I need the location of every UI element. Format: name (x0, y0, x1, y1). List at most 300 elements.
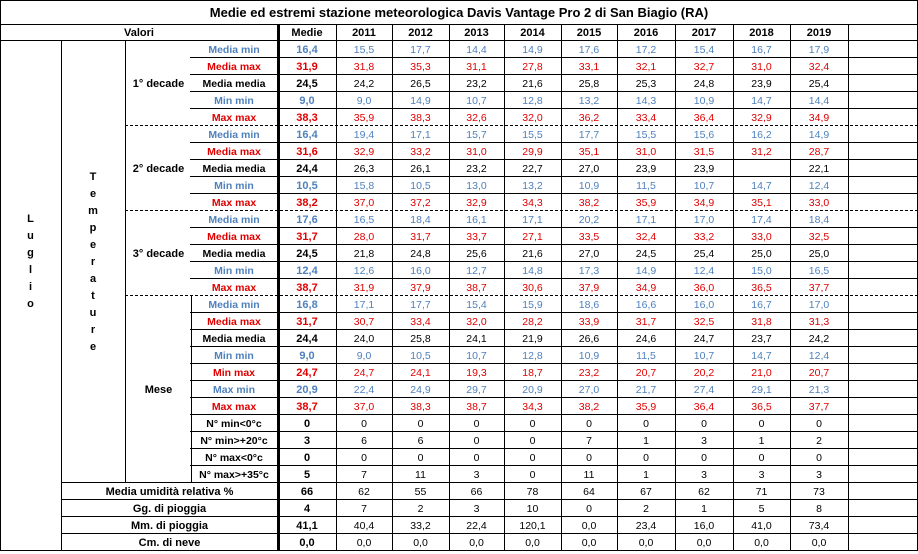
thick-col-line (277, 24, 280, 551)
data-cell: 26,1 (410, 162, 431, 175)
header-line (0, 24, 918, 25)
data-cell: 20,9 (522, 383, 543, 396)
data-cell: 22,4 (466, 519, 487, 532)
row-label: N° max>+35°c (199, 468, 269, 481)
data-cell: 26,3 (353, 162, 375, 175)
section-letter: r (90, 255, 96, 268)
row-label: Max max (211, 281, 257, 294)
data-cell: 14,3 (635, 94, 657, 107)
data-cell: 14,4 (466, 43, 487, 56)
col-line (675, 24, 676, 551)
data-cell: 5 (758, 502, 765, 515)
section-letter: e (89, 340, 97, 353)
bottom-row-average: 66 (300, 485, 314, 498)
group-separator (125, 125, 918, 126)
data-cell: 40,4 (353, 519, 375, 532)
row-average: 31,9 (296, 60, 318, 73)
group-label: 3° decade (132, 247, 185, 260)
row-label: Min min (214, 94, 254, 107)
data-cell: 33,4 (635, 111, 657, 124)
row-line (190, 448, 918, 449)
data-cell: 24,7 (693, 332, 715, 345)
data-cell: 24,2 (353, 77, 375, 90)
data-cell: 14,9 (808, 128, 830, 141)
col-line (336, 24, 337, 551)
data-cell: 17,1 (353, 298, 375, 311)
data-cell: 31,8 (353, 60, 375, 73)
data-cell: 23,9 (751, 77, 772, 90)
bottom-row-label: Gg. di pioggia (132, 502, 207, 515)
data-cell: 32,5 (808, 230, 830, 243)
bottom-row-label: Cm. di neve (138, 536, 201, 549)
data-cell: 25,6 (466, 247, 487, 260)
row-average: 24,4 (296, 332, 318, 345)
data-cell: 13,2 (578, 94, 600, 107)
data-cell: 32,6 (466, 111, 487, 124)
data-cell: 2 (816, 434, 822, 447)
data-cell: 28,2 (522, 315, 543, 328)
data-cell: 120,1 (519, 519, 546, 532)
data-cell: 21,6 (522, 77, 543, 90)
row-average: 24,4 (296, 162, 318, 175)
data-cell: 16,2 (751, 128, 772, 141)
data-cell: 31,8 (751, 315, 772, 328)
data-cell: 23,9 (635, 162, 657, 175)
border-left (0, 0, 1, 551)
data-cell: 38,3 (410, 400, 431, 413)
row-line (190, 465, 918, 466)
data-cell: 18,6 (578, 298, 600, 311)
data-cell: 23,2 (578, 366, 600, 379)
row-average: 16,4 (296, 43, 318, 56)
data-cell: 22,7 (522, 162, 543, 175)
row-average: 17,6 (296, 213, 318, 226)
data-cell: 32,9 (751, 111, 772, 124)
data-cell: 24,0 (353, 332, 375, 345)
data-cell: 21,6 (522, 247, 543, 260)
data-cell: 1 (701, 502, 707, 515)
group-label: 2° decade (132, 162, 185, 175)
data-cell: 35,9 (635, 400, 657, 413)
header-year: 2019 (806, 26, 832, 39)
data-cell: 17,9 (808, 43, 830, 56)
data-cell: 37,9 (578, 281, 600, 294)
col-line (61, 41, 62, 551)
bottom-row-label: Mm. di pioggia (131, 519, 208, 532)
data-cell: 27,0 (578, 162, 600, 175)
data-cell: 0 (473, 417, 480, 430)
data-cell: 0,0 (581, 519, 597, 532)
data-cell: 33,2 (410, 519, 431, 532)
data-cell: 0 (816, 417, 822, 430)
data-cell: 24,1 (466, 332, 487, 345)
row-average: 9,0 (299, 94, 315, 107)
data-cell: 0,0 (754, 536, 769, 549)
data-cell: 15,0 (751, 264, 772, 277)
data-cell: 16,0 (693, 519, 715, 532)
row-label: Media media (202, 162, 266, 175)
group-label: 1° decade (132, 77, 185, 90)
data-cell: 16,5 (808, 264, 830, 277)
data-cell: 15,6 (693, 128, 715, 141)
data-cell: 0 (473, 451, 480, 464)
header-year: 2013 (464, 26, 489, 39)
row-label: Media min (208, 213, 260, 226)
data-cell: 0 (529, 451, 536, 464)
row-average: 9,0 (299, 349, 315, 362)
data-cell: 17,7 (410, 298, 431, 311)
col-line (125, 41, 126, 483)
data-cell: 31,9 (353, 281, 375, 294)
data-cell: 38,2 (578, 400, 600, 413)
data-cell: 37,0 (353, 196, 375, 209)
row-label: N° min<0°c (206, 417, 262, 430)
section-letter: e (89, 187, 97, 200)
data-cell: 11 (583, 468, 595, 481)
data-cell: 14,9 (635, 264, 657, 277)
data-cell: 12,7 (466, 264, 487, 277)
data-cell: 26,5 (410, 77, 431, 90)
data-cell: 21,0 (751, 366, 772, 379)
data-cell: 24,2 (808, 332, 830, 345)
bottom-row-average: 41,1 (296, 519, 318, 532)
data-cell: 23,4 (635, 519, 657, 532)
data-cell: 0 (586, 451, 592, 464)
data-cell: 20,7 (808, 366, 830, 379)
data-cell: 36,5 (751, 400, 772, 413)
data-cell: 23,2 (466, 77, 487, 90)
col-line (848, 24, 849, 551)
data-cell: 32,0 (522, 111, 543, 124)
data-cell: 32,9 (466, 196, 487, 209)
data-cell: 34,3 (522, 400, 543, 413)
row-line (190, 431, 918, 432)
data-cell: 10,5 (410, 179, 431, 192)
data-cell: 17,0 (808, 298, 830, 311)
section-letter: T (89, 170, 97, 183)
header-valori: Valori (124, 26, 154, 39)
data-cell: 33,1 (578, 60, 600, 73)
data-cell: 32,4 (808, 60, 830, 73)
data-cell: 31,2 (751, 145, 772, 158)
row-line (190, 176, 918, 177)
data-cell: 36,4 (693, 400, 715, 413)
data-cell: 15,5 (353, 43, 375, 56)
bottom-row-label: Media umidità relativa % (105, 485, 234, 498)
row-average: 38,3 (296, 111, 318, 124)
col-line (561, 24, 562, 551)
data-cell: 17,3 (578, 264, 600, 277)
data-cell: 11,5 (636, 179, 656, 192)
data-cell: 13,0 (466, 179, 487, 192)
month-letter: L (27, 213, 34, 225)
data-cell: 36,2 (578, 111, 600, 124)
row-line (190, 380, 918, 381)
row-average: 16,4 (296, 128, 318, 141)
data-cell: 31,7 (635, 315, 657, 328)
data-cell: 33,9 (578, 315, 600, 328)
data-cell: 15,4 (466, 298, 487, 311)
data-cell: 10,5 (410, 349, 431, 362)
row-line (190, 91, 918, 92)
row-average: 31,6 (296, 145, 318, 158)
row-label: Max max (211, 196, 257, 209)
data-cell: 10,9 (693, 94, 715, 107)
data-cell: 9,0 (356, 94, 372, 107)
data-cell: 41,0 (751, 519, 772, 532)
data-cell: 8 (816, 502, 822, 515)
header-year: 2011 (352, 26, 376, 39)
row-label: N° min>+20°c (200, 434, 268, 447)
data-cell: 3 (473, 468, 480, 481)
data-cell: 14,7 (751, 179, 772, 192)
row-label: Media max (207, 145, 261, 158)
data-cell: 71 (755, 485, 768, 498)
row-line (190, 159, 918, 160)
data-cell: 29,1 (751, 383, 772, 396)
data-cell: 12,4 (808, 349, 830, 362)
row-line (190, 329, 918, 330)
data-cell: 0,0 (696, 536, 712, 549)
data-cell: 31,1 (466, 60, 487, 73)
data-cell: 32,5 (693, 315, 715, 328)
data-cell: 38,3 (410, 111, 431, 124)
data-cell: 31,7 (410, 230, 431, 243)
data-cell: 0,0 (413, 536, 428, 549)
col-line (617, 24, 618, 551)
data-cell: 24,7 (353, 366, 375, 379)
data-cell: 17,1 (410, 128, 431, 141)
data-cell: 16,0 (693, 298, 715, 311)
row-label: Media media (202, 332, 266, 345)
data-cell: 32,0 (466, 315, 487, 328)
data-cell: 34,9 (635, 281, 657, 294)
data-cell: 1 (643, 468, 649, 481)
row-average: 31,7 (296, 230, 318, 243)
data-cell: 33,2 (693, 230, 715, 243)
data-cell: 25,8 (410, 332, 431, 345)
row-average: 38,7 (296, 281, 318, 294)
section-letter: r (90, 323, 96, 336)
data-cell: 32,4 (635, 230, 657, 243)
row-average: 16,8 (296, 298, 318, 311)
data-cell: 0 (586, 502, 592, 515)
row-line (190, 312, 918, 313)
group-label: Mese (144, 383, 173, 396)
data-cell: 1 (758, 434, 765, 447)
data-cell: 12,8 (522, 349, 543, 362)
row-label: Max max (211, 111, 257, 124)
row-average: 24,5 (296, 247, 318, 260)
row-average: 12,4 (296, 264, 318, 277)
data-cell: 31,0 (751, 60, 772, 73)
data-cell: 1 (643, 434, 649, 447)
row-line (190, 74, 918, 75)
row-line (190, 397, 918, 398)
data-cell: 15,7 (466, 128, 487, 141)
row-label: Min min (214, 349, 254, 362)
row-average: 0 (303, 417, 311, 430)
data-cell: 12,8 (522, 94, 543, 107)
month-letter: u (27, 230, 34, 242)
data-cell: 16,6 (635, 298, 657, 311)
row-label: Media media (202, 247, 266, 260)
data-cell: 18,7 (522, 366, 543, 379)
data-cell: 24,9 (410, 383, 431, 396)
data-cell: 0,0 (525, 536, 540, 549)
data-cell: 18,4 (808, 213, 830, 226)
section-letter: e (89, 238, 97, 251)
row-label: Media media (202, 77, 266, 90)
data-cell: 0 (529, 468, 536, 481)
data-cell: 14,4 (808, 94, 830, 107)
data-cell: 0 (586, 417, 592, 430)
data-cell: 7 (361, 468, 367, 481)
data-cell: 19,3 (466, 366, 487, 379)
data-cell: 7 (586, 434, 592, 447)
data-cell: 27,8 (522, 60, 543, 73)
data-cell: 30,7 (353, 315, 375, 328)
data-cell: 27,0 (578, 383, 600, 396)
data-cell: 62 (698, 485, 710, 498)
data-cell: 12,6 (353, 264, 375, 277)
row-average: 10,5 (296, 179, 318, 192)
data-cell: 33,5 (578, 230, 600, 243)
row-line (190, 363, 918, 364)
data-cell: 0 (529, 417, 536, 430)
header-year: 2016 (633, 26, 659, 39)
row-line (190, 57, 918, 58)
data-cell: 0 (643, 417, 649, 430)
row-label: Media max (207, 315, 261, 328)
col-line (733, 24, 734, 551)
data-cell: 32,7 (693, 60, 715, 73)
data-cell: 10,9 (578, 179, 600, 192)
data-cell: 15,8 (353, 179, 375, 192)
data-cell: 0 (417, 417, 424, 430)
data-cell: 12,4 (693, 264, 715, 277)
border-top (0, 0, 918, 1)
data-cell: 73,4 (808, 519, 830, 532)
table-title: Medie ed estremi stazione meteorologica Davis Vantage Pro 2 di San Biagio (RA) (209, 4, 709, 20)
section-letter: u (89, 306, 97, 319)
data-cell: 17,7 (578, 128, 600, 141)
data-cell: 32,9 (353, 145, 375, 158)
data-cell: 10,7 (466, 94, 487, 107)
group-separator (125, 295, 918, 296)
header-year: 2018 (749, 26, 774, 39)
data-cell: 66 (470, 485, 483, 498)
data-cell: 3 (473, 502, 480, 515)
month-letter: g (27, 247, 34, 259)
row-line (190, 227, 918, 228)
data-cell: 78 (526, 485, 539, 498)
data-cell: 31,0 (466, 145, 487, 158)
row-label: Media min (208, 128, 260, 141)
data-cell (733, 160, 790, 177)
data-cell: 31,5 (693, 145, 715, 158)
row-average: 3 (303, 434, 311, 447)
data-cell: 38,7 (466, 281, 487, 294)
data-cell: 20,2 (578, 213, 600, 226)
data-cell: 27,4 (693, 383, 715, 396)
data-cell: 21,8 (353, 247, 375, 260)
data-cell: 55 (414, 485, 427, 498)
data-cell: 35,9 (635, 196, 657, 209)
data-cell: 0 (417, 451, 424, 464)
data-cell: 6 (417, 434, 424, 447)
data-cell: 22,1 (808, 162, 830, 175)
data-cell: 0 (643, 451, 649, 464)
data-cell: 11,5 (636, 349, 656, 362)
data-cell: 0 (701, 451, 707, 464)
data-cell: 15,5 (635, 128, 657, 141)
data-cell: 35,9 (353, 111, 375, 124)
data-cell: 18,4 (410, 213, 431, 226)
row-line (190, 193, 918, 194)
row-line (190, 244, 918, 245)
col-line (504, 24, 505, 551)
section-letter: t (91, 289, 95, 302)
data-cell: 23,2 (466, 162, 487, 175)
data-cell: 33,7 (466, 230, 487, 243)
data-cell: 3 (701, 434, 707, 447)
section-line (61, 482, 278, 483)
data-cell: 35,3 (410, 60, 431, 73)
data-cell: 25,8 (578, 77, 600, 90)
data-cell: 73 (813, 485, 825, 498)
data-cell: 21,7 (635, 383, 657, 396)
row-label: Max max (211, 400, 257, 413)
data-cell: 26,6 (578, 332, 600, 345)
data-cell: 0,0 (638, 536, 654, 549)
header-line-bottom (0, 40, 918, 41)
bottom-row-average: 4 (303, 502, 311, 515)
data-cell: 28,0 (353, 230, 375, 243)
month-letter: i (28, 281, 33, 293)
row-line (190, 261, 918, 262)
data-cell: 23,7 (751, 332, 772, 345)
data-cell: 62 (358, 485, 370, 498)
month-letter: o (27, 298, 34, 310)
data-cell: 64 (583, 485, 595, 498)
row-label: Min min (214, 264, 254, 277)
data-cell: 33,0 (751, 230, 772, 243)
data-cell: 24,1 (410, 366, 431, 379)
row-label: Media max (207, 60, 261, 73)
data-cell: 0 (473, 434, 480, 447)
data-cell: 21,9 (522, 332, 543, 345)
group-separator (125, 210, 918, 211)
data-cell: 36,4 (693, 111, 715, 124)
data-cell: 16,0 (410, 264, 431, 277)
data-cell: 7 (361, 502, 367, 515)
data-cell: 37,9 (410, 281, 431, 294)
data-cell: 27,0 (578, 247, 600, 260)
data-cell: 16,7 (751, 298, 772, 311)
row-line (190, 414, 918, 415)
month-letter: l (28, 264, 33, 276)
row-line (190, 346, 918, 347)
section-letter: m (88, 204, 98, 217)
data-cell: 24,8 (693, 77, 715, 90)
data-cell: 37,7 (808, 400, 830, 413)
row-average: 0 (303, 451, 311, 464)
col-line (191, 296, 192, 483)
data-cell: 25,3 (635, 77, 657, 90)
data-cell: 31,0 (635, 145, 657, 158)
data-cell: 37,0 (353, 400, 375, 413)
